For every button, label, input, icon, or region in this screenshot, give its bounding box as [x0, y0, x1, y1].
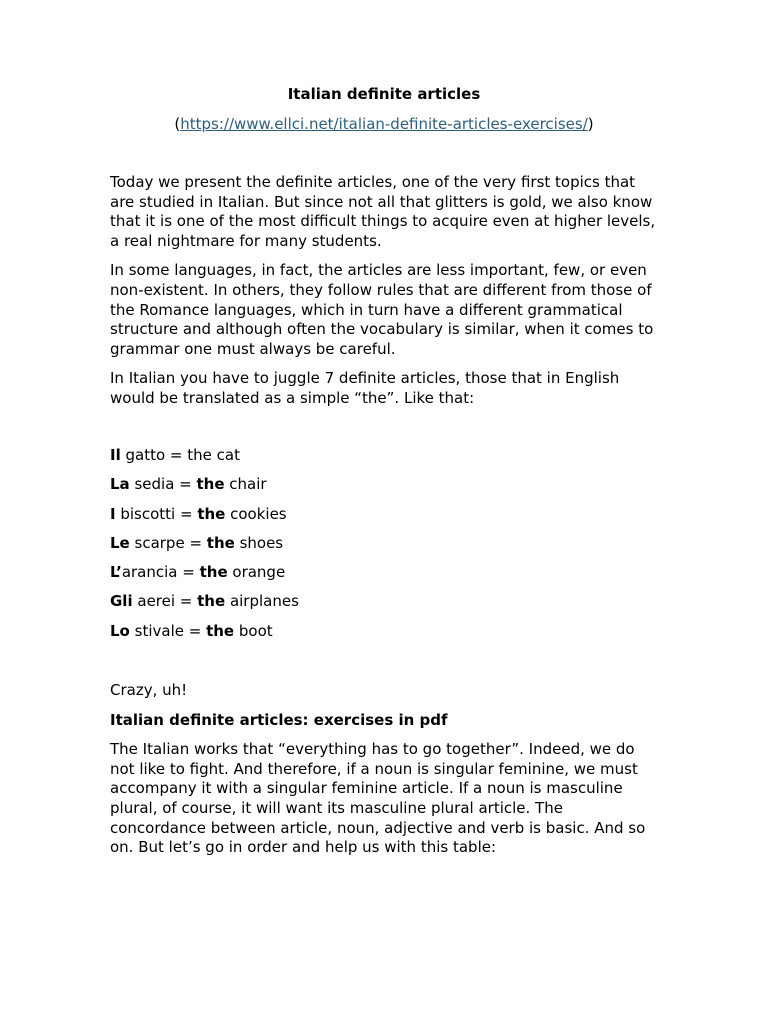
example-text: arancia =	[121, 563, 200, 582]
example-line	[110, 505, 662, 534]
source-link[interactable]: https://www.ellci.net/italian-definite-articles-exercises/	[180, 115, 588, 133]
example-text: sedia =	[129, 475, 197, 494]
example-text: stivale =	[129, 621, 207, 640]
section-heading	[110, 711, 662, 731]
example-text: aerei =	[132, 592, 198, 611]
paragraph: Today we present the definite articles, one of the very first topics that are studied in Italian. But since not all that glitters is gold, we also know that it is one of the most difficult things to acquire even at higher levels, a real nightmare for many students.	[110, 173, 656, 250]
example-noun: chair	[224, 475, 267, 494]
example-noun: airplanes	[225, 592, 299, 611]
example-text: biscotti =	[115, 504, 198, 523]
example-the: the	[206, 621, 235, 640]
section-heading-text: Italian definite articles: exercises in pdf	[110, 710, 448, 729]
example-noun: boot	[234, 621, 273, 640]
example-the: the	[197, 592, 226, 611]
examples-list	[110, 446, 662, 651]
example-article: La	[110, 475, 130, 494]
example-noun: shoes	[234, 533, 284, 552]
example-article: I	[110, 504, 116, 523]
crazy-line: Crazy, uh!	[110, 681, 188, 699]
example-text: gatto = the cat	[120, 446, 240, 464]
source-line	[0, 114, 768, 134]
intro-section	[110, 173, 662, 409]
source-close-paren: )	[587, 115, 594, 133]
example-article: Le	[110, 533, 130, 552]
example-article: Gli	[110, 592, 133, 611]
paragraph: In some languages, in fact, the articles are less important, few, or even non-existent. In others, they follow rules that are different from those of the Romance languages, which in turn have a different grammatical structure and although often the vocabulary is similar, when it comes to grammar one must always be careful.	[110, 261, 654, 358]
example-line	[110, 563, 662, 592]
example-article: Lo	[110, 621, 130, 640]
example-article: Il	[110, 446, 121, 464]
example-text: scarpe =	[129, 533, 207, 552]
page-title: Italian definite articles	[287, 85, 481, 103]
example-line	[110, 622, 662, 651]
example-line	[110, 475, 662, 504]
example-line	[110, 534, 662, 563]
example-the: the	[199, 563, 228, 582]
example-the: the	[196, 475, 225, 494]
source-open-paren: (	[174, 115, 181, 133]
example-article: L’	[110, 563, 122, 582]
paragraph: In Italian you have to juggle 7 definite articles, those that in English would be translated as a simple “the”. Like that:	[110, 369, 620, 407]
outro-section	[110, 681, 662, 858]
example-line	[110, 592, 662, 621]
example-the: the	[206, 533, 235, 552]
paragraph: The Italian works that “everything has to go together”. Indeed, we do not like to fight. And therefore, if a noun is singular feminine, we must accompany it with a singular feminine article. If a noun is masculine plural, of course, it will want its masculine plural article. The concordance between article, noun, adjective and verb is basic. And so on. But let’s go in order and help us with this table:	[110, 740, 646, 857]
example-noun: cookies	[225, 504, 287, 523]
example-noun: orange	[227, 563, 286, 582]
example-the: the	[197, 504, 226, 523]
example-line	[110, 446, 662, 475]
